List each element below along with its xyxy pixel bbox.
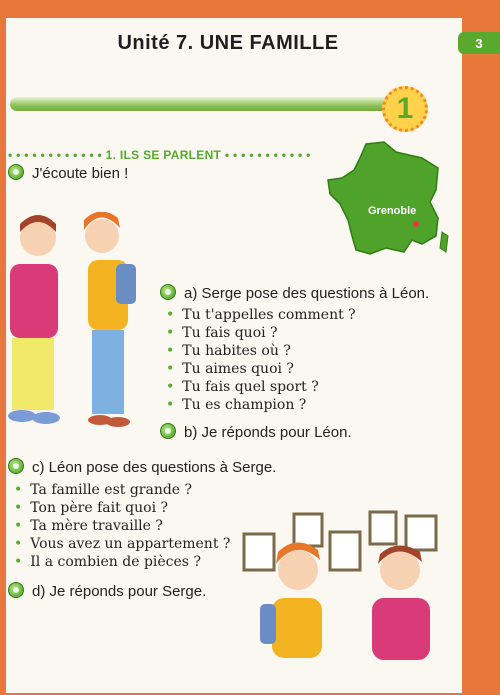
part-a-question: • Tu fais quoi ? <box>166 325 278 341</box>
lesson-bar <box>10 97 390 111</box>
france-shape-icon <box>328 142 438 254</box>
bullet-icon: • <box>166 325 175 341</box>
section-title-row <box>8 148 311 162</box>
listen-label: J'écoute bien ! <box>32 165 129 182</box>
map-city-label: Grenoble <box>368 205 417 217</box>
bullet-icon: • <box>14 518 23 534</box>
france-map <box>326 140 450 262</box>
part-c-question: • Il a combien de pièces ? <box>14 554 201 570</box>
part-b-heading-row <box>160 423 352 441</box>
dots-right: • • • • • • • • • • • <box>224 148 311 162</box>
part-a-question: • Tu fais quel sport ? <box>166 379 319 395</box>
bullet-icon: • <box>14 482 23 498</box>
bullet-icon: • <box>166 307 175 323</box>
part-d-heading-row <box>8 582 206 600</box>
part-a-heading-row <box>160 284 429 302</box>
section-title: 1. ILS SE PARLENT <box>105 148 222 162</box>
part-a-question: • Tu habites où ? <box>166 343 291 359</box>
part-a-question: • Tu t'appelles comment ? <box>166 307 356 323</box>
part-c-question: • Ta famille est grande ? <box>14 482 193 498</box>
part-d-cd-icon[interactable] <box>8 582 24 598</box>
bullet-icon: • <box>14 536 23 552</box>
part-c-cd-icon[interactable] <box>8 458 24 474</box>
bullet-icon: • <box>14 554 23 570</box>
unit-title: Unité 7. UNE FAMILLE <box>117 32 339 54</box>
part-c-heading: c) Léon pose des questions à Serge. <box>32 459 277 476</box>
bullet-icon: • <box>166 343 175 359</box>
part-a-cd-icon[interactable] <box>160 284 176 300</box>
part-c-question: • Vous avez un appartement ? <box>14 536 231 552</box>
part-a-question: • Tu aimes quoi ? <box>166 361 294 377</box>
part-c-question: • Ton père fait quoi ? <box>14 500 169 516</box>
bullet-icon: • <box>166 379 175 395</box>
dots-left: • • • • • • • • • • • • <box>8 148 106 162</box>
part-a-question: • Tu es champion ? <box>166 397 307 413</box>
part-c-heading-row <box>8 458 276 476</box>
page-number-tab: 3 <box>458 32 500 54</box>
part-b-cd-icon[interactable] <box>160 423 176 439</box>
bullet-icon: • <box>166 397 175 413</box>
part-b-heading: b) Je réponds pour Léon. <box>184 424 352 441</box>
family-portraits-illustration <box>238 508 446 668</box>
listen-row[interactable] <box>8 164 128 182</box>
part-a-heading: a) Serge pose des questions à Léon. <box>184 285 430 302</box>
boys-illustration <box>4 212 154 442</box>
audio-cd-icon[interactable] <box>8 164 24 180</box>
bullet-icon: • <box>14 500 23 516</box>
bullet-icon: • <box>166 361 175 377</box>
part-d-heading: d) Je réponds pour Serge. <box>32 583 207 600</box>
lesson-number-badge: 1 <box>382 86 428 132</box>
part-c-question: • Ta mère travaille ? <box>14 518 163 534</box>
